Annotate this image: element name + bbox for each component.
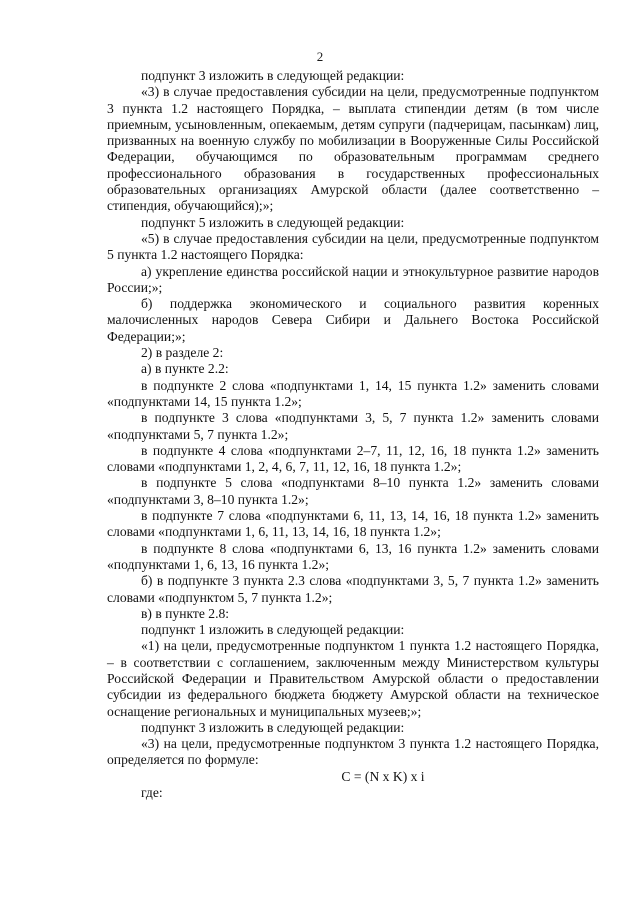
paragraph: подпункт 5 изложить в следующей редакции: xyxy=(141,214,405,230)
formula: C = (N x K) x i xyxy=(341,768,425,784)
paragraph: «3) в случае предоставления субсидии на цели, предусмотренные подпунктом 3 пункта 1.2 настоящего Порядка, – выплата стипендии детям (в том числе приемным, усыновленным, опекаемым, детям супруги (падчерицам, пасынкам) лиц, призванных на военную службу по мобилизации в Вооруженные Силы Российской Федерации, обучающимся по образовательным программам среднего профессионального образования в государственных профессиональных образовательных организациях Амурской области (далее соответственно – стипендия, обучающийся);»; xyxy=(107,84,599,214)
paragraph: подпункт 1 изложить в следующей редакции: xyxy=(141,622,405,638)
paragraph: в подпункте 4 слова «подпунктами 2–7, 11, 12, 16, 18 пункта 1.2» заменить словами «подпунктами 1, 2, 4, 6, 7, 11, 12, 16, 18 пункта 1.2»; xyxy=(107,442,599,475)
paragraph: в подпункте 8 слова «подпунктами 6, 13, 16 пункта 1.2» заменить словами «подпунктами 1, 6, 13, 16 пункта 1.2»; xyxy=(107,540,599,572)
paragraph: б) поддержка экономического и социального развития коренных малочисленных народов Севера Сибири и Дальнего Востока Российской Федерации;»; xyxy=(107,296,599,344)
paragraph: в подпункте 3 слова «подпунктами 3, 5, 7 пункта 1.2» заменить словами «подпунктами 5, 7 пункта 1.2»; xyxy=(107,410,599,442)
paragraph: «3) на цели, предусмотренные подпунктом 3 пункта 1.2 настоящего Порядка, определяется по формуле: xyxy=(107,736,599,768)
paragraph: «1) на цели, предусмотренные подпунктом 1 пункта 1.2 настоящего Порядка, – в соответствии с соглашением, заключенным между Министерством культуры Российской Федерации и Правительством Амурской области о предоставлении субсидии из федерального бюджета бюджету Амурской области на техническое оснащение региональных и муниципальных музеев;»; xyxy=(107,638,599,719)
paragraph: б) в подпункте 3 пункта 2.3 слова «подпунктами 3, 5, 7 пункта 1.2» заменить словами «подпунктом 5, 7 пункта 1.2»; xyxy=(107,573,599,605)
paragraph: «5) в случае предоставления субсидии на цели, предусмотренные подпунктом 5 пункта 1.2 настоящего Порядка: xyxy=(107,230,599,263)
paragraph: в подпункте 5 слова «подпунктами 8–10 пункта 1.2» заменить словами «подпунктами 3, 8–10 пункта 1.2»; xyxy=(107,475,599,507)
paragraph: подпункт 3 изложить в следующей редакции: xyxy=(141,68,405,83)
paragraph: в подпункте 7 слова «подпунктами 6, 11, 13, 14, 16, 18 пункта 1.2» заменить словами «подпунктами 1, 6, 11, 13, 14, 16, 18 пункта 1.2»; xyxy=(107,508,599,540)
paragraph: в) в пункте 2.8: xyxy=(141,605,230,621)
where-label: где: xyxy=(141,785,163,801)
paragraph: а) укрепление единства российской нации и этнокультурное развитие народов России;»; xyxy=(107,263,599,295)
paragraph: 2) в разделе 2: xyxy=(141,345,224,361)
paragraph: в подпункте 2 слова «подпунктами 1, 14, 15 пункта 1.2» заменить словами «подпунктами 14, 15 пункта 1.2»; xyxy=(107,377,599,409)
paragraph: а) в пункте 2.2: xyxy=(141,361,229,377)
page-number: 2 xyxy=(316,49,324,64)
paragraph: подпункт 3 изложить в следующей редакции: xyxy=(141,719,405,735)
document-body xyxy=(107,68,599,801)
